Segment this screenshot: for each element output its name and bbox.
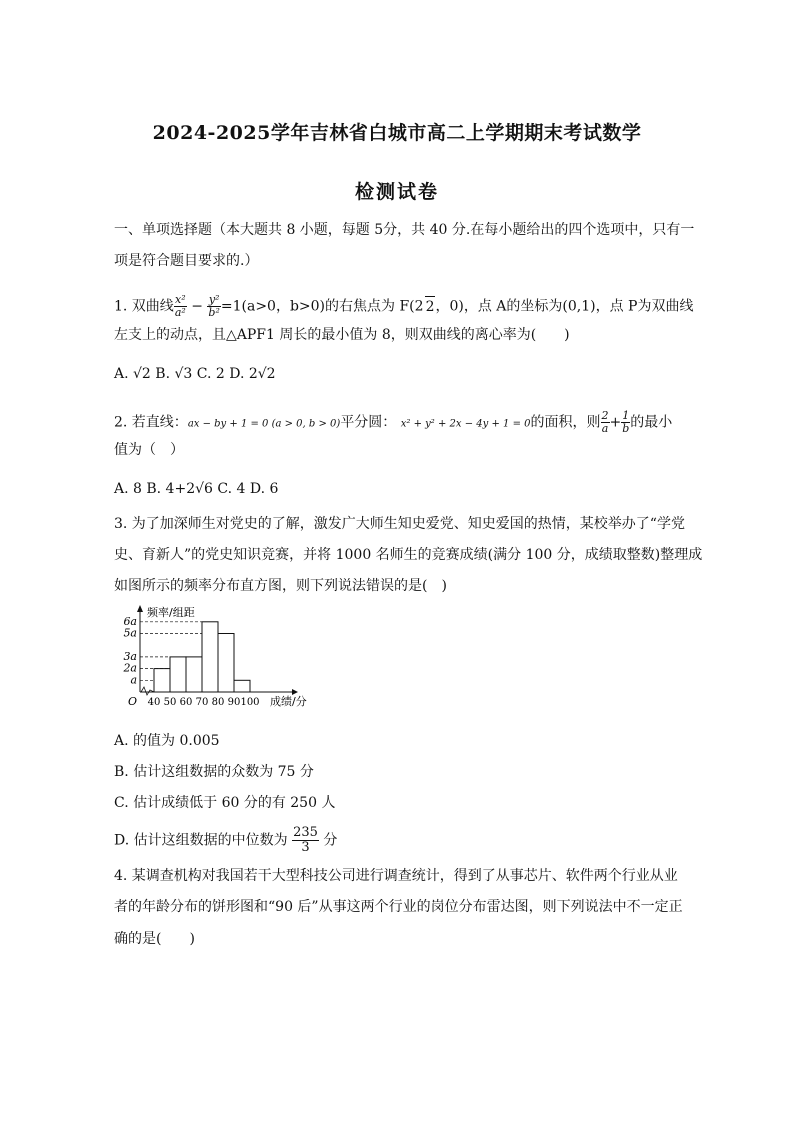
section-heading-cont: 项是符合题目要求的.） <box>114 253 259 269</box>
y-tick-label: 5a <box>123 626 137 640</box>
x-tick-label: 90 <box>227 697 241 708</box>
histogram-bar <box>170 657 186 692</box>
x-tick-label: 100 <box>240 697 260 708</box>
q3-line1: 3. 为了加深师生对党史的了解，激发广大师生知史爱党、知史爱国的热情，某校举办了“学党 <box>114 516 685 532</box>
x-tick-label: 50 <box>163 697 177 708</box>
q1-options: A. √2 B. √3 C. 2 D. 2√2 <box>114 366 276 382</box>
q4-line3: 确的是( ) <box>114 931 195 947</box>
x-axis-label: 成绩/分 <box>270 695 307 708</box>
histogram-bar <box>234 680 250 692</box>
q3-option-a: A. 的值为 0.005 <box>114 733 220 749</box>
q2-line2: 值为（ ） <box>114 442 184 458</box>
page-subtitle: 检测试卷 <box>354 181 439 203</box>
q2-options: A. 8 B. 4+2√6 C. 4 D. 6 <box>114 481 279 497</box>
y-axis-arrow <box>137 605 143 612</box>
origin-label: O <box>128 695 138 708</box>
q4-line1: 4. 某调查机构对我国若干大型科技公司进行调查统计，得到了从事芯片、软件两个行业从业 <box>114 868 678 884</box>
histogram-bar <box>202 622 218 692</box>
q4-line2: 者的年龄分布的饼形图和“90 后”从事这两个行业的岗位分布雷达图，则下列说法中不一定正 <box>114 899 683 915</box>
y-axis-label: 频率/组距 <box>147 606 195 619</box>
y-tick-label: 6a <box>123 614 137 628</box>
x-tick-label: 70 <box>195 697 209 708</box>
axis-break <box>141 687 154 695</box>
q1-line1: 1. 双曲线 $\frac{\text{x²}}{\text{a²}}$ − $\frac{\text{y²}}{\text{b²}}$ =1(a>0，b>0)的右焦点为 F(2 2，0)，点 A的坐标为(0,1)，点 P为双曲线 <box>114 293 694 319</box>
y-tick-label: a <box>130 673 137 687</box>
page-title: 2024-2025学年吉林省白城市高二上学期期末考试数学 <box>152 122 642 144</box>
x-tick-label: 40 <box>147 697 161 708</box>
q1-line2: 左支上的动点，且△APF1 周长的最小值为 8，则双曲线的离心率为( ) <box>114 327 570 343</box>
x-tick-label: 80 <box>211 697 225 708</box>
q1-frac-y: $\frac{\text{y²}}{\text{b²}}$ <box>208 293 220 319</box>
histogram-bar <box>186 657 202 692</box>
q3-line2: 史、育新人”的党史知识竞赛，并将 1000 名师生的竞赛成绩(满分 100 分，成绩取整数)整理成 <box>114 547 703 563</box>
q2-line1: 2. 若直线：ax − by + 1 = 0 (a > 0, b > 0)平分圆： x² + y² + 2x − 4y + 1 = 0的面积，则 $\frac{2}{a}$ + $\frac{1}{b}$ 的最小 <box>114 409 673 435</box>
q1-frac-x: $\frac{\text{x²}}{\text{a²}}$ <box>174 293 186 319</box>
q3-line3: 如图所示的频率分布直方图，则下列说法错误的是( ) <box>114 578 447 594</box>
frequency-histogram <box>114 604 334 716</box>
y-tick-label: 2a <box>123 661 137 675</box>
x-tick-label: 60 <box>179 697 193 708</box>
q3-option-b: B. 估计这组数据的众数为 75 分 <box>114 764 314 780</box>
section-heading: 一、单项选择题（本大题共 8 小题，每题 5分，共 40 分.在每小题给出的四个选项中，只有一 <box>114 222 695 238</box>
q3-option-d: D. 估计这组数据的中位数为 $\frac{235}{3}$ 分 <box>114 825 338 855</box>
histogram-bar <box>218 634 234 693</box>
q3-option-c: C. 估计成绩低于 60 分的有 250 人 <box>114 795 336 811</box>
y-tick-label: 3a <box>123 649 137 663</box>
histogram-bars <box>154 622 250 692</box>
histogram-bar <box>154 669 170 692</box>
